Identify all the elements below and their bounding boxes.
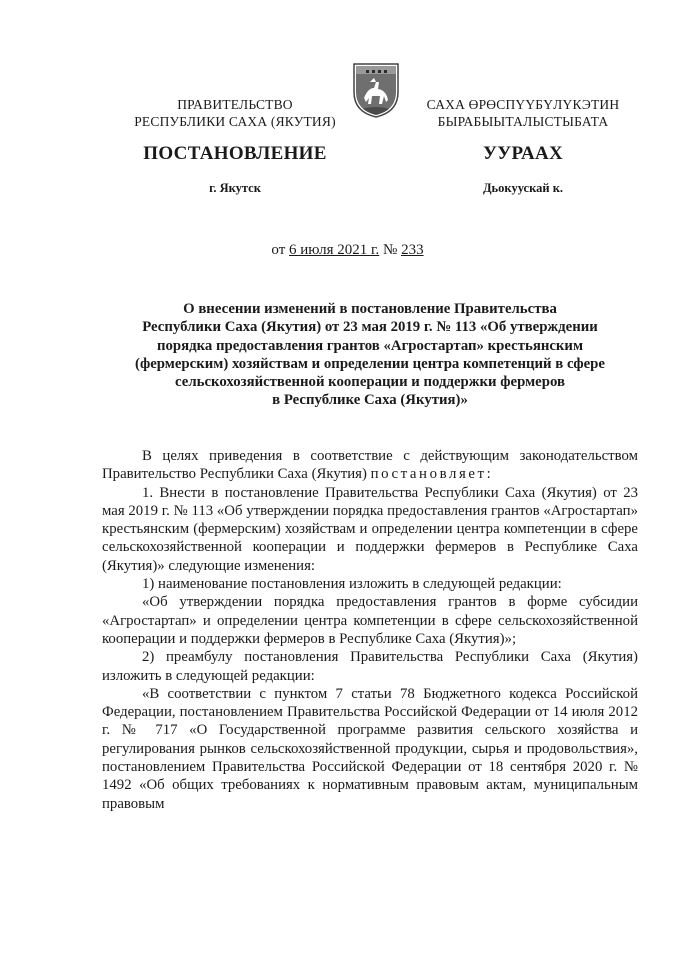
title-line: Республики Саха (Якутия) от 23 мая 2019 г. № 113 «Об утверждении	[142, 319, 598, 336]
title-line: порядка предоставления грантов «Агростартап» крестьянским	[156, 337, 584, 354]
document-dateline	[0, 242, 695, 259]
resolves-word: постановляет	[370, 466, 487, 483]
org-ru-line2: РЕСПУБЛИКИ САХА (ЯКУТИЯ)	[134, 114, 336, 129]
organization-name-sah	[398, 96, 648, 130]
org-sah-line1: САХА ӨРӨСПҮҮБҮЛҮКЭТИН	[426, 97, 620, 112]
document-date: 6 июля 2021 г.	[289, 242, 380, 258]
organization-name-ru	[110, 96, 360, 130]
paragraph-quote-2: «В соответствии с пунктом 7 статьи 78 Бюджетного кодекса Российской Федерации, постановлением Правительства Российской Федерации от 14 июля 2012 г. № 717 «О Государственной программе развития сельского хозяйства и регулирования рынков сельскохозяйственной продукции, сырья и продовольствия», постановлением Правительства Российской Федерации от 18 сентября 2020 г. № 1492 «Об общих требованиях к нормативным правовым актам, муниципальным правовым	[102, 685, 638, 812]
title-line: в Республике Саха (Якутия)»	[272, 392, 468, 409]
paragraph-subitem-2: 2) преамбулу постановления Правительства Республики Саха (Якутия) изложить в следующей редакции:	[102, 649, 638, 684]
paragraph-preamble	[102, 447, 638, 484]
paragraph-item-1: 1. Внести в постановление Правительства Республики Саха (Якутия) от 23 мая 2019 г. № 113 «Об утверждении порядка предоставления грантов «Агростартап» крестьянским (фермерским) хозяйствам и определении центра компетенции в сфере сельскохозяйственной кооперации и поддержки фермеров в Республике Саха (Якутия)» следующие изменения:	[102, 484, 638, 574]
title-line: (фермерским) хозяйствам и определении центра компетенций в сфере	[135, 355, 605, 372]
document-body	[102, 447, 638, 813]
number-sign: №	[383, 242, 398, 258]
doctype-ru: ПОСТАНОВЛЕНИЕ	[143, 143, 327, 164]
org-ru-line1: ПРАВИТЕЛЬСТВО	[177, 97, 293, 112]
city-ru: г. Якутск	[209, 181, 261, 195]
document-number: 233	[401, 242, 424, 258]
paragraph-subitem-1: 1) наименование постановления изложить в следующей редакции:	[142, 576, 562, 593]
city-sah: Дьокуускай к.	[482, 181, 564, 195]
preamble-text: В целях приведения в соответствие с действующим законодательством Правительство Республики Саха (Якутия)	[102, 448, 638, 483]
title-line: О внесении изменений в постановление Правительства	[183, 301, 557, 317]
paragraph-quote-1: «Об утверждении порядка предоставления грантов в форме субсидии «Агростартап» и определении центра компетенции в сфере сельскохозяйственной кооперации и поддержки фермеров в Республике Саха (Якутия)»;	[102, 594, 638, 647]
preamble-colon: :	[486, 466, 491, 483]
dateline-prefix: от	[271, 242, 286, 258]
doctype-sah: УУРААХ	[482, 143, 564, 164]
title-line: сельскохозяйственной кооперации и поддержки фермеров	[175, 374, 565, 391]
document-title	[95, 300, 645, 410]
org-sah-line2: БЫРАБЫЫТАЛЫСТЫБАТА	[437, 114, 609, 129]
